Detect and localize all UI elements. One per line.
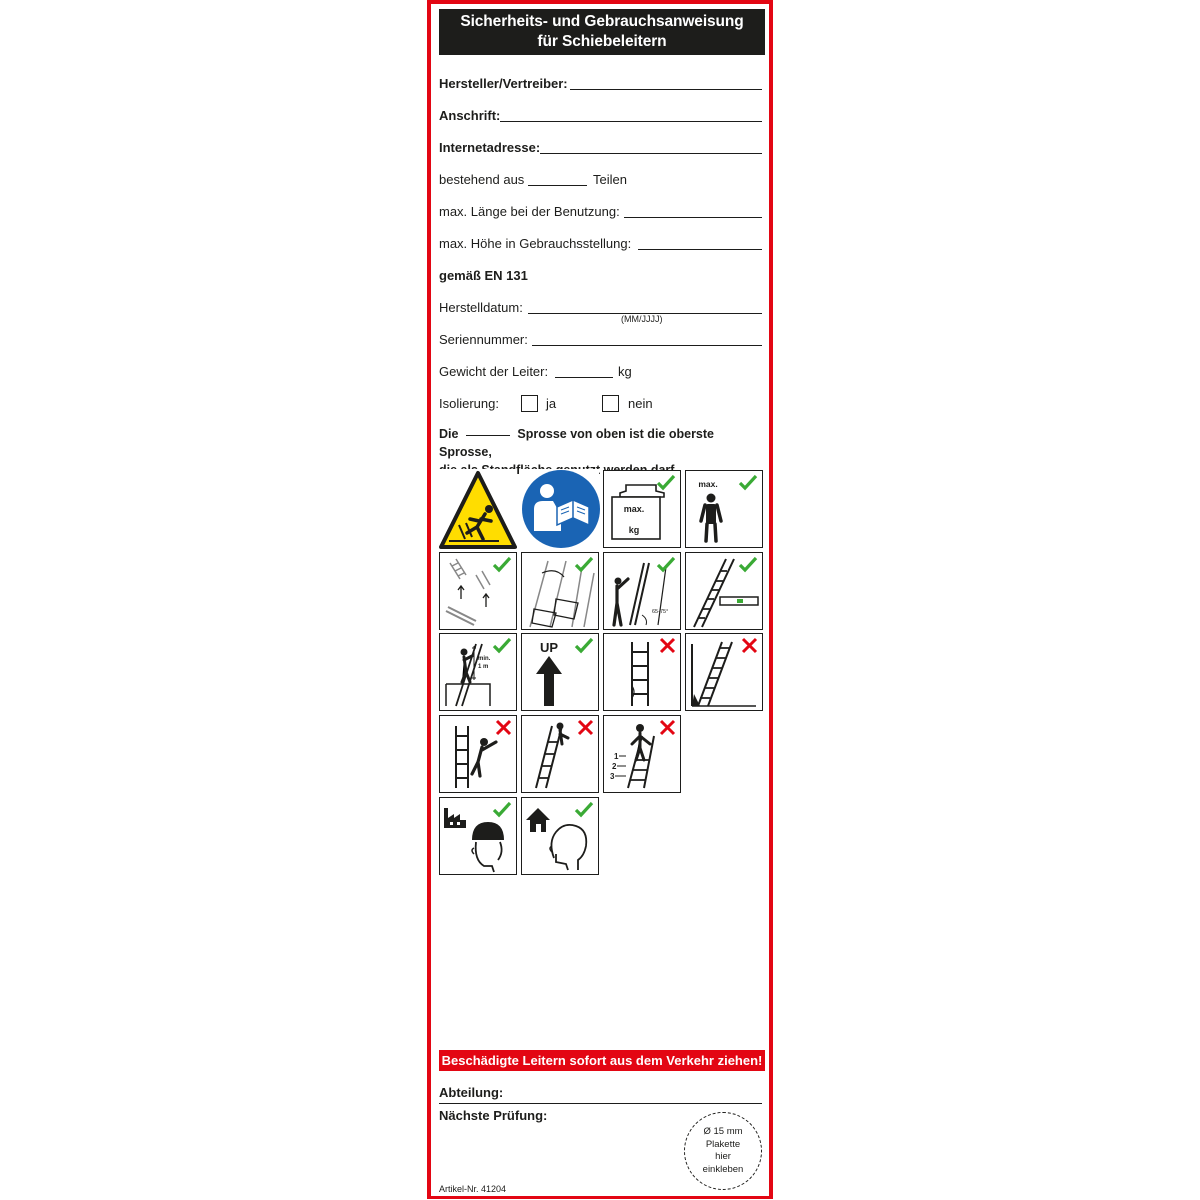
max-height-label: max. Höhe in Gebrauchsstellung: <box>439 236 632 251</box>
svg-text:3: 3 <box>610 772 615 781</box>
top-rung-note: Die Sprosse von oben ist die oberste Sprosse, <box>439 427 714 459</box>
insulation-yes-checkbox[interactable] <box>521 395 538 412</box>
max-person-icon <box>685 470 763 548</box>
manufacture-date-label: Herstelldatum: <box>439 300 523 315</box>
inspection-sticker-area: Ø 15 mm Plakette hier einkleben <box>684 1112 762 1190</box>
no-side-step-icon <box>521 715 599 793</box>
svg-text:1: 1 <box>614 752 619 761</box>
serial-line <box>532 345 762 346</box>
website-label: Internetadresse: <box>439 140 541 155</box>
weight-line <box>555 377 613 378</box>
svg-text:UP: UP <box>539 640 559 655</box>
insulation-yes-label: ja <box>546 396 557 411</box>
no-wrong-angle-icon <box>685 633 763 711</box>
insulation-no-checkbox[interactable] <box>602 395 619 412</box>
up-direction-icon <box>521 633 599 711</box>
no-top-rungs-icon <box>603 715 681 793</box>
check-ladder-feet-icon <box>521 552 599 630</box>
svg-text:65-75°: 65-75° <box>652 609 669 615</box>
inspect-ladder-parts-icon <box>439 552 517 630</box>
max-length-line <box>624 217 762 218</box>
parts-suffix: Teilen <box>593 172 627 187</box>
article-number: Artikel-Nr. 41204 <box>439 1184 507 1194</box>
max-height-line <box>638 249 762 250</box>
damaged-ladder-warning: Beschädigte Leitern sofort aus dem Verkehr ziehen! <box>439 1050 765 1071</box>
standard-label: gemäß EN 131 <box>439 268 528 283</box>
industrial-use-icon <box>439 797 517 875</box>
no-damaged-ladder-icon <box>603 633 681 711</box>
department-label: Abteilung: <box>439 1085 504 1100</box>
manufacturer-label: Hersteller/Vertreiber: <box>439 76 568 91</box>
address-line <box>500 121 762 122</box>
website-line <box>540 153 762 154</box>
svg-text:2: 2 <box>612 762 617 771</box>
manufacturer-line <box>570 89 762 90</box>
insulation-no-label: nein <box>628 396 653 411</box>
date-format-hint: (MM/JJJJ) <box>621 314 663 324</box>
svg-text:max.: max. <box>623 504 645 514</box>
label-title: Sicherheits- und Gebrauchsanweisung für Schiebeleitern <box>439 9 765 55</box>
level-ground-icon <box>685 552 763 630</box>
svg-text:max.: max. <box>698 479 718 489</box>
rung-number-line <box>466 435 510 436</box>
max-load-icon <box>603 470 681 548</box>
next-inspection-label: Nächste Prüfung: <box>439 1108 548 1123</box>
parts-line <box>528 185 587 186</box>
ladder-angle-icon <box>603 552 681 630</box>
weight-label: Gewicht der Leiter: <box>439 364 549 379</box>
serial-label: Seriennummer: <box>439 332 528 347</box>
read-manual-mandatory-icon <box>521 469 599 547</box>
overhang-min-1m-icon <box>439 633 517 711</box>
parts-prefix: bestehend aus <box>439 172 525 187</box>
fall-hazard-warning-icon <box>439 469 517 547</box>
department-line <box>439 1103 762 1104</box>
svg-text:min.: min. <box>478 656 491 662</box>
max-length-label: max. Länge bei der Benutzung: <box>439 204 620 219</box>
address-label: Anschrift: <box>439 108 501 123</box>
svg-text:kg: kg <box>628 525 640 535</box>
no-overreaching-icon <box>439 715 517 793</box>
svg-text:1 m: 1 m <box>478 664 489 670</box>
insulation-label: Isolierung: <box>439 396 499 411</box>
ladder-safety-label <box>427 0 773 1199</box>
home-use-icon <box>521 797 599 875</box>
weight-unit: kg <box>618 364 632 379</box>
